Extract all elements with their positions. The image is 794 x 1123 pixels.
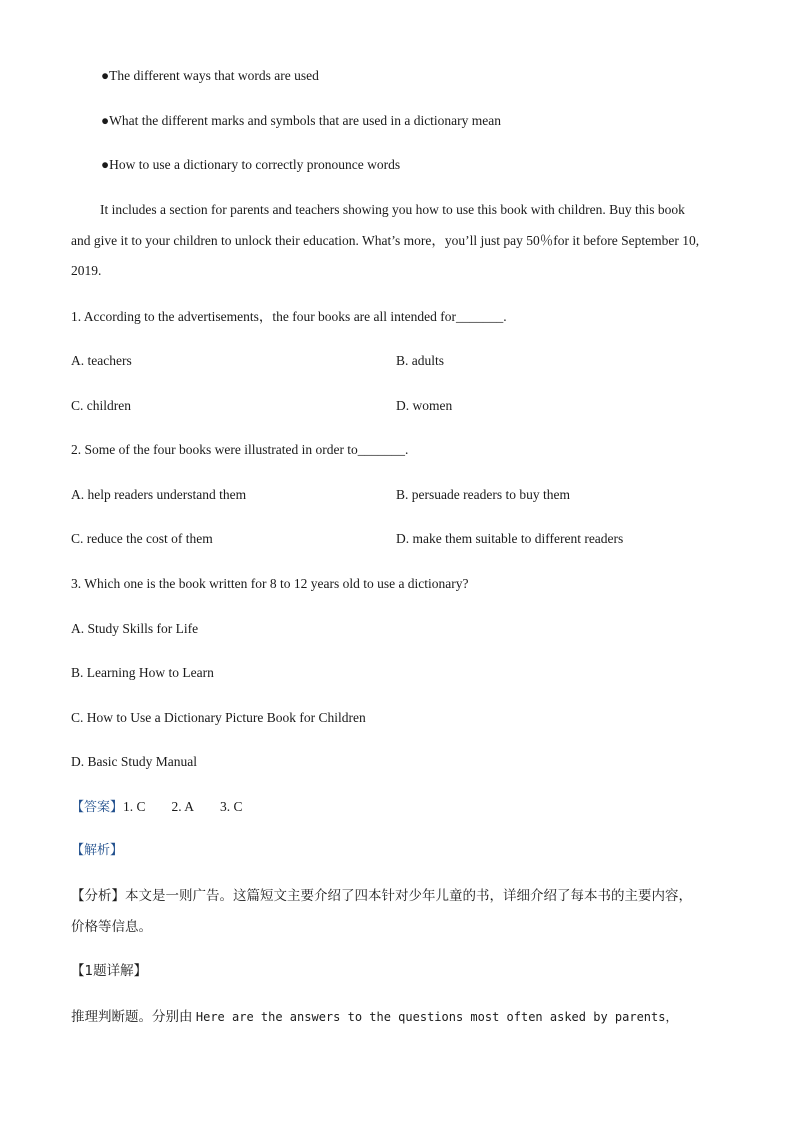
question-2-option-d: D. make them suitable to different readers bbox=[396, 531, 624, 546]
paragraph-line-2: and give it to your children to unlock their education. What’s more，you’ll just pay 50％for it before September 10, bbox=[71, 233, 700, 248]
question-3-option-d: D. Basic Study Manual bbox=[71, 754, 197, 769]
paragraph-line-3: 2019. bbox=[71, 263, 102, 278]
question-2-option-a: A. help readers understand them bbox=[71, 487, 247, 502]
question-3-option-a: A. Study Skills for Life bbox=[71, 621, 199, 636]
question-1-option-b: B. adults bbox=[396, 353, 445, 368]
paragraph-line-1: It includes a section for parents and teachers showing you how to use this book with children. Buy this book bbox=[100, 202, 685, 217]
question-2-stem: 2. Some of the four books were illustrated in order to_______. bbox=[71, 442, 409, 457]
answer-item-3: 3. C bbox=[220, 799, 243, 814]
bullet-marks-symbols: ●What the different marks and symbols that are used in a dictionary mean bbox=[101, 113, 502, 128]
answer-tag: 【答案】 bbox=[71, 800, 124, 815]
question-1-stem: 1. According to the advertisements，the four books are all intended for_______. bbox=[71, 309, 507, 324]
detail-1-quote: Here are the answers to the questions most often asked by parents， bbox=[195, 1010, 678, 1024]
question-2-option-b: B. persuade readers to buy them bbox=[396, 487, 570, 502]
question-3-option-b: B. Learning How to Learn bbox=[71, 665, 214, 680]
question-3-option-c: C. How to Use a Dictionary Picture Book for Children bbox=[71, 710, 366, 725]
question-1-option-d: D. women bbox=[396, 398, 453, 413]
detail-1-text bbox=[71, 1008, 677, 1026]
question-1-option-a: A. teachers bbox=[71, 353, 132, 368]
analysis-summary-line-1: 【分析】本文是一则广告。这篇短文主要介绍了四本针对少年儿童的书，详细介绍了每本书的主要内容， bbox=[71, 888, 692, 904]
analysis-summary-line-2: 价格等信息。 bbox=[71, 919, 152, 935]
analysis-tag: 【解析】 bbox=[71, 843, 124, 858]
detail-1-tag: 【1题详解】 bbox=[71, 963, 148, 979]
bullet-ways-words-used: ●The different ways that words are used bbox=[101, 68, 319, 83]
answer-key bbox=[71, 798, 243, 817]
question-1-option-c: C. children bbox=[71, 398, 131, 413]
answer-item-2: 2. A bbox=[171, 799, 195, 814]
answer-item-1: 1. C bbox=[123, 799, 146, 814]
bullet-pronounce-words: ●How to use a dictionary to correctly pronounce words bbox=[101, 157, 401, 172]
detail-1-prefix: 推理判断题。分别由 bbox=[71, 1009, 193, 1025]
question-2-option-c: C. reduce the cost of them bbox=[71, 531, 213, 546]
question-3-stem: 3. Which one is the book written for 8 to 12 years old to use a dictionary? bbox=[71, 576, 469, 591]
